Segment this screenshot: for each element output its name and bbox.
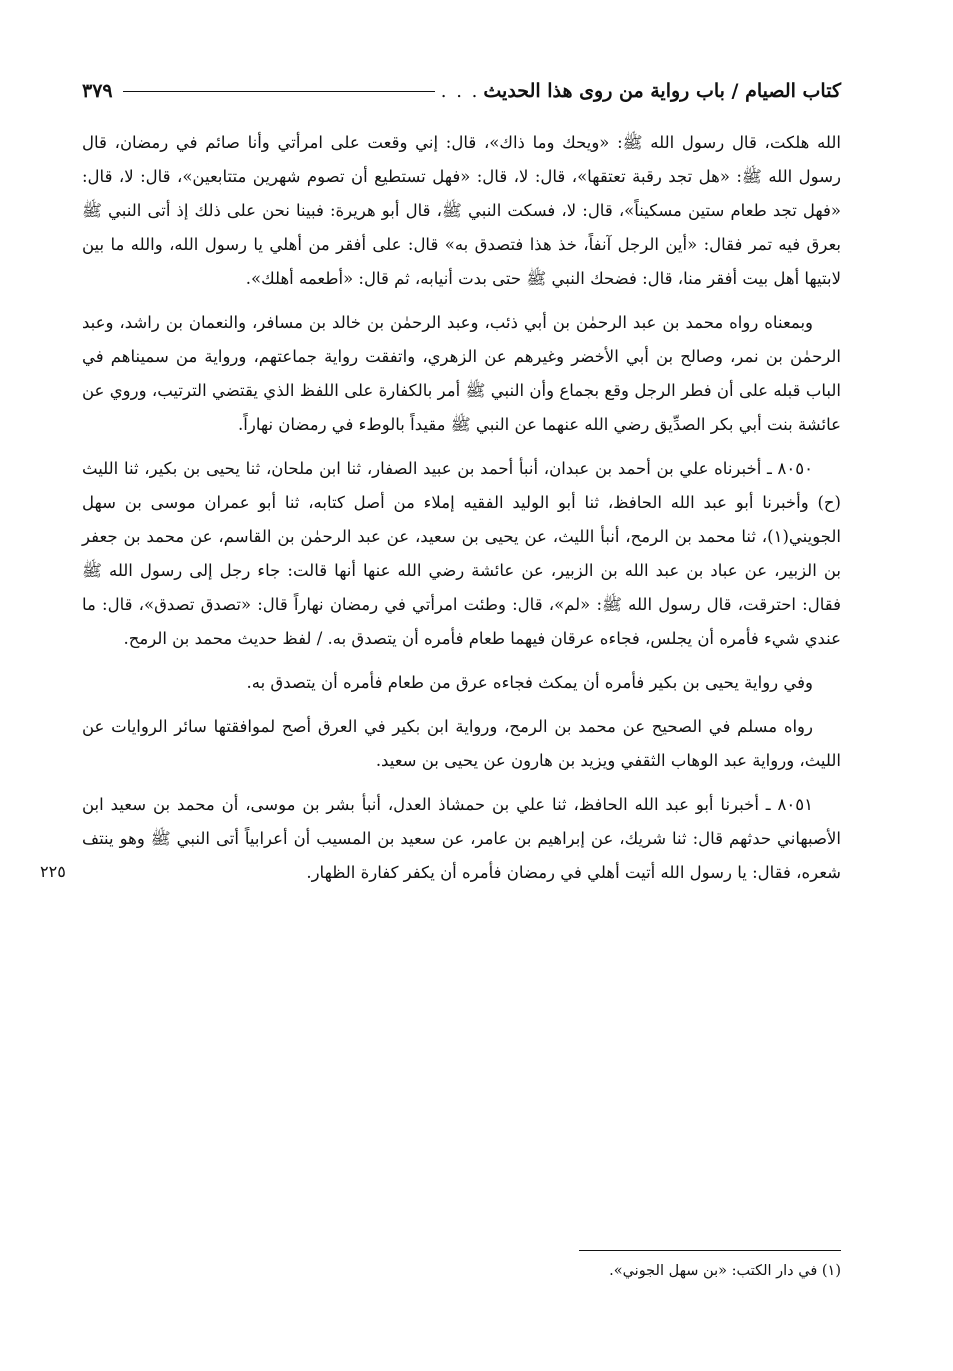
paragraph-5: رواه مسلم في الصحيح عن محمد بن الرمح، ورواية ابن بكير في العرق أصح لموافقتها سائر الروايات عن الليث، ورواية عبد الوهاب الثقفي ويزيد بن هارون عن يحيى بن سعيد. xyxy=(82,717,841,770)
margin-page-reference: ٢٢٥ xyxy=(40,862,66,881)
paragraph-4: وفي رواية يحيى بن بكير فأمره أن يمكث فجاءه عرق من طعام فأمره أن يتصدق به. xyxy=(246,673,813,692)
paragraph-hadith-8050: ٨٠٥٠ ـ أخبرناه علي بن أحمد بن عبدان، أنبأ أحمد بن عبيد الصفار، ثنا ابن ملحان، ثنا يحيى بن بكير، ثنا الليث (ح) وأخبرنا أبو عبد الله الحافظ، ثنا أبو الوليد الفقيه إملاء من أصل كتابه، ثنا أبو عمران موسى بن سهل الجويني(١)، ثنا محمد بن الرمح، أنبأ الليث، عن يحيى بن سعيد، عن عبد الرحمٰن بن القاسم، عن محمد بن جعفر بن الزبير، عن عباد بن عبد الله بن الزبير، عن عائشة رضي الله عنها أنها قالت: جاء رجل إلى رسول الله ﷺ فقال: احترقت، قال رسول الله ﷺ: «لم»، قال: وطئت امرأتي في رمضان نهاراً قال: «تصدق تصدق»، قال: ما عندي شيء فأمره أن يجلس، فجاءه عرقان فيهما طعام فأمره أن يتصدق به. / لفظ حديث محمد بن الرمح. xyxy=(82,459,841,648)
header-rule xyxy=(123,91,435,92)
page-number: ٣٧٩ xyxy=(82,80,113,102)
footnote-rule xyxy=(579,1250,841,1251)
footnote: (١) في دار الكتب: «بن سهل الجوني». xyxy=(609,1263,841,1279)
header-title: كتاب الصيام / باب رواية من روى هذا الحديث xyxy=(483,80,841,102)
running-header xyxy=(82,76,841,106)
page-body xyxy=(82,126,841,900)
header-dots: . . . xyxy=(440,80,480,102)
paragraph-hadith-8051: ٨٠٥١ ـ أخبرنا أبو عبد الله الحافظ، ثنا علي بن حمشاذ العدل، أنبأ بشر بن موسى، أن محمد بن سعيد ابن الأصبهاني حدثهم قال: ثنا شريك، عن إبراهيم بن عامر، عن سعيد بن المسيب أن أعرابياً أتى النبي ﷺ وهو ينتف شعره، فقال: يا رسول الله أتيت أهلي في رمضان فأمره أن يكفر كفارة الظهار. xyxy=(82,795,841,882)
paragraph-1: الله هلكت، قال رسول الله ﷺ: «ويحك وما ذاك»، قال: إني وقعت على امرأتي وأنا صائم في رمضان، قال رسول الله ﷺ: «هل تجد رقبة تعتقها»، قال: لا، قال: «فهل تستطيع أن تصوم شهرين متتابعين»، قال: لا، قال: «فهل تجد طعام ستين مسكيناً»، قال: لا، فسكت النبي ﷺ، قال أبو هريرة: فبينا نحن على ذلك إذ أتى النبي ﷺ بعرق فيه تمر فقال: «أين الرجل آنفاً، خذ هذا فتصدق به» قال: على أفقر من أهلي يا رسول الله، والله ما بين لابتيها أهل بيت أفقر منا، قال: فضحك النبي ﷺ حتى بدت أنيابه، ثم قال: «أطعمه أهلك». xyxy=(82,133,841,288)
paragraph-2: وبمعناه رواه محمد بن عبد الرحمٰن بن أبي ذئب، وعبد الرحمٰن بن خالد بن مسافر، والنعمان بن راشد، وعبد الرحمٰن بن نمر، وصالح بن أبي الأخضر وغيرهم عن الزهري، واتفقت رواية جماعتهم، ورواية من سميناهم في الباب قبله على أن فطر الرجل وقع بجماع وأن النبي ﷺ أمر بالكفارة على اللفظ الذي يقتضي الترتيب، وروي عن عائشة بنت أبي بكر الصدِّيق رضي الله عنهما عن النبي ﷺ مقيداً بالوطء في رمضان نهاراً. xyxy=(82,313,841,434)
